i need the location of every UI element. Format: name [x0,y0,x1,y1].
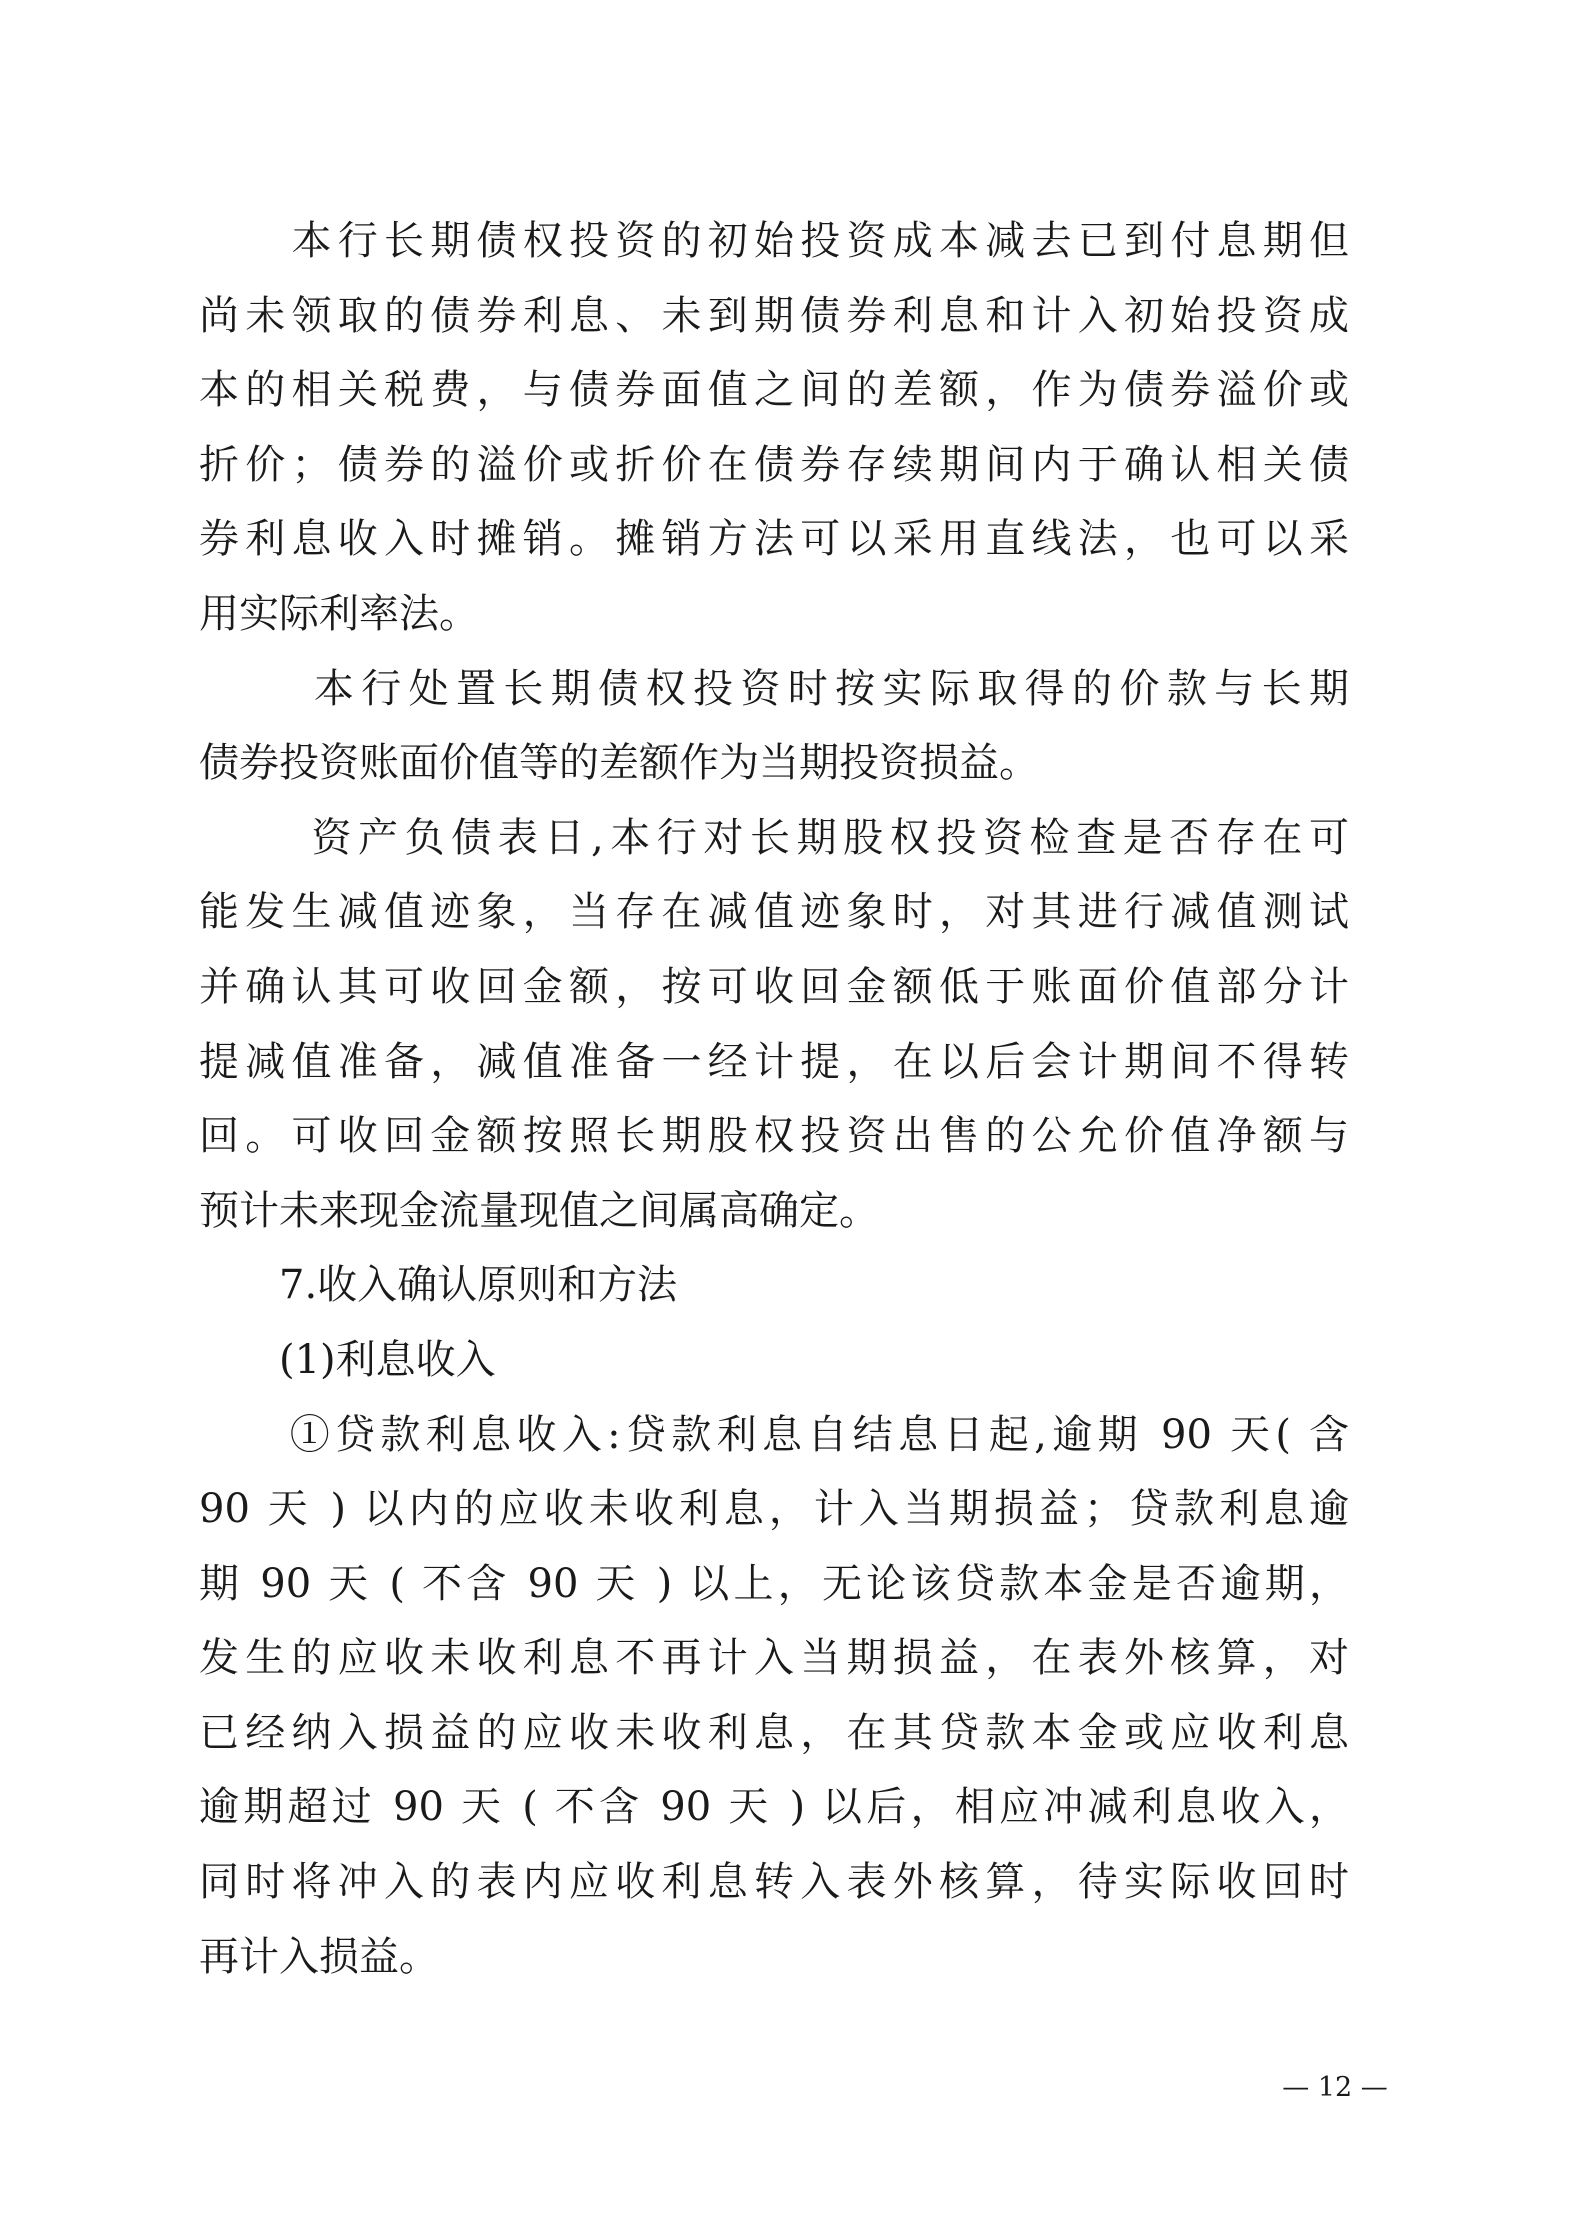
text-line: 期 90 天 ( 不含 90 天 ) 以上，无论该贷款本金是否逾期， [199,1560,1349,1607]
text-line: 并确认其可收回金额，按可收回金额低于账面价值部分计 [199,963,1349,1010]
text-line: 债券投资账面价值等的差额作为当期投资损益。 [199,740,1039,787]
body-text [199,204,1349,1994]
text-line: 折价；债券的溢价或折价在债券存续期间内于确认相关债 [199,441,1349,488]
text-line: 资产负债表日,本行对长期股权投资检查是否存在可 [199,814,1349,861]
text-line: 发生的应收未收利息不再计入当期损益，在表外核算，对 [199,1635,1349,1682]
text-line: 尚未领取的债券利息、未到期债券利息和计入初始投资成 [199,292,1349,339]
text-line: (1)利息收入 [199,1336,496,1383]
text-line: 本行长期债权投资的初始投资成本减去已到付息期但 [199,218,1349,264]
text-line: 逾期超过 90 天 ( 不含 90 天 ) 以后，相应冲减利息收入， [199,1784,1349,1831]
text-line: 7.收入确认原则和方法 [199,1262,678,1309]
text-line: 本行处置长期债权投资时按实际取得的价款与长期 [199,665,1349,712]
page-number: — 12 — [1282,2072,1388,2103]
text-line: 回。可收回金额按照长期股权投资出售的公允价值净额与 [199,1113,1349,1160]
text-line: 券利息收入时摊销。摊销方法可以采用直线法，也可以采 [199,516,1349,563]
text-line: 再计入损益。 [199,1933,439,1980]
text-line: 提减值准备，减值准备一经计提，在以后会计期间不得转 [199,1038,1349,1085]
text-line: ①贷款利息收入:贷款利息自结息日起,逾期 90 天( 含 [199,1411,1349,1458]
text-line: 已经纳入损益的应收未收利息，在其贷款本金或应收利息 [199,1709,1349,1756]
text-line: 能发生减值迹象，当存在减值迹象时，对其进行减值测试 [199,889,1349,936]
text-line: 本的相关税费，与债券面值之间的差额，作为债券溢价或 [199,367,1349,414]
text-line: 用实际利率法。 [199,590,479,637]
text-line: 同时将冲入的表内应收利息转入表外核算，待实际收回时 [199,1859,1349,1906]
text-line: 预计未来现金流量现值之间属高确定。 [199,1187,879,1234]
text-line: 90 天 ) 以内的应收未收利息，计入当期损益；贷款利息逾 [199,1486,1349,1533]
